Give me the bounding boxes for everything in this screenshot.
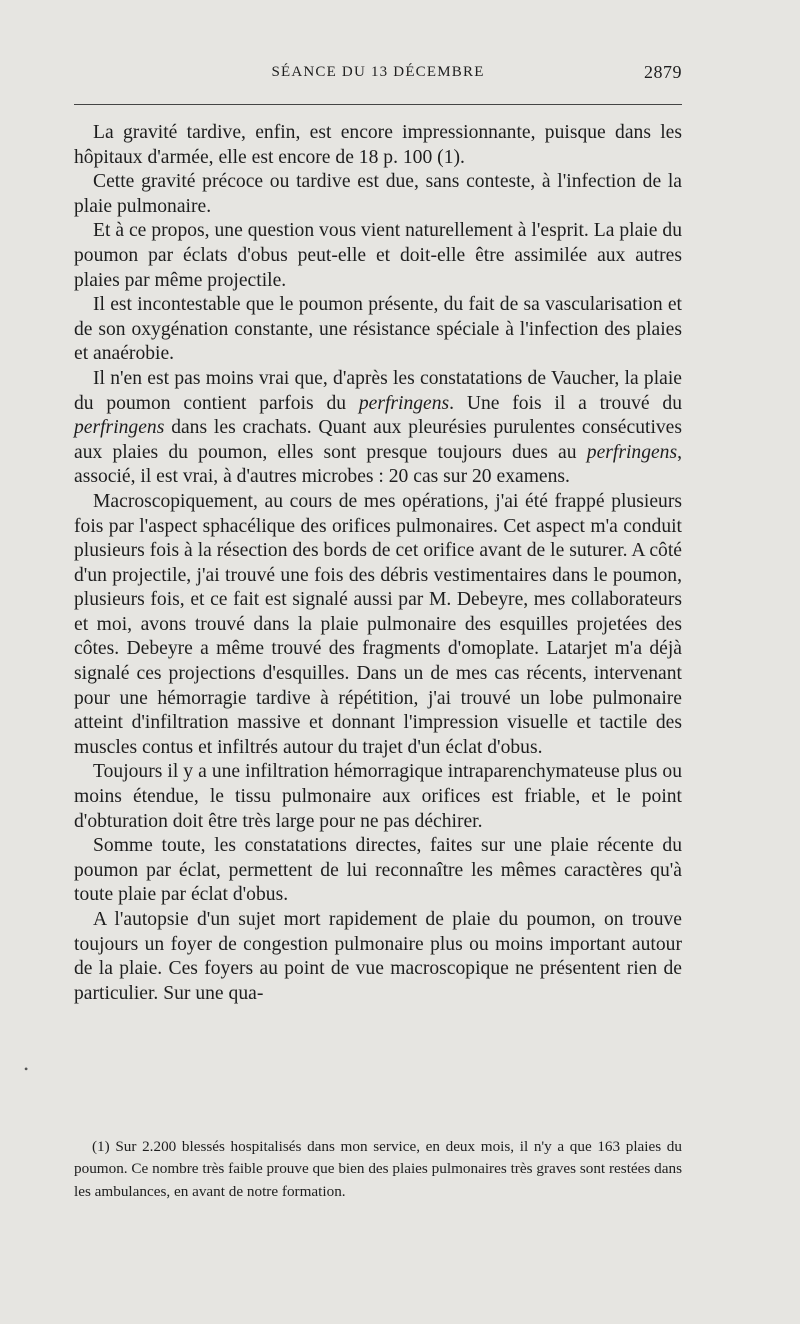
- page-header: [74, 62, 682, 90]
- p5-text-a: Il n'en est pas moins vrai que, d'après les constatations de Vaucher, la plaie du poumon contient parfois du: [74, 367, 682, 414]
- p5-text-e: dans les crachats. Quant aux pleurésies purulentes consécutives aux plaies du poumon, elles sont presque toujours dues au: [74, 417, 683, 463]
- p5-text-c: . Une fois il a trouvé du: [449, 392, 682, 414]
- main-text: [74, 121, 682, 1006]
- p5-italic-perfringens-1: perfringens: [358, 392, 450, 414]
- paragraph-7: Toujours il y a une infiltration hémorragique intraparenchymateuse plus ou moins étendue, le tissu pulmonaire aux orifices est friable, et le point d'obturation doit être très large pour ne pas déchirer.: [74, 761, 682, 832]
- paragraph-4: Il est incontestable que le poumon présente, du fait de sa vascularisation et de son oxygénation constante, une résistance spéciale à l'infection des plaies et anaérobie.: [74, 294, 682, 365]
- paragraph-6: Macroscopiquement, au cours de mes opérations, j'ai été frappé plusieurs fois par l'aspect sphacélique des orifices pulmonaires. Cet aspect m'a conduit plusieurs fois à la résection des bords de cet orifice avant de le suturer. A côté d'un projectile, j'ai trouvé une fois des débris vestimentaires dans le poumon, plusieurs fois, et ce fait est signalé aussi par M. Debeyre, mes collaborateurs et moi, avons trouvé dans la plaie pulmonaire des esquilles projetées des côtes. Debeyre a même trouvé des fragments d'omoplate. Latarjet m'a déjà signalé ces projections d'esquilles. Dans un de mes cas récents, intervenant pour une hémorragie tardive à répétition, j'ai trouvé un lobe pulmonaire atteint d'infiltration massive et donnant l'impression visuelle et tactile des muscles contus et infiltrés autour du trajet d'un éclat d'obus.: [74, 490, 682, 758]
- paragraph-2: Cette gravité précoce ou tardive est due, sans conteste, à l'infection de la plaie pulmonaire.: [74, 171, 682, 217]
- paragraph-3: Et à ce propos, une question vous vient naturellement à l'esprit. La plaie du poumon par éclats d'obus peut-elle et doit-elle être assimilée aux autres plaies par même projectile.: [74, 220, 682, 291]
- margin-dot: •: [24, 1062, 29, 1076]
- p5-italic-perfringens-2: perfringens: [74, 417, 165, 439]
- paragraph-1: La gravité tardive, enfin, est encore impressionnante, puisque dans les hôpitaux d'armée, elle est encore de 18 p. 100 (1).: [74, 122, 682, 168]
- header-rule: [74, 104, 682, 105]
- p5-text-g: , associé, il est vrai, à d'autres microbes : 20 cas sur 20 examens.: [74, 441, 683, 488]
- running-head: SÉANCE DU 13 DÉCEMBRE: [271, 64, 485, 80]
- page-number: 2879: [644, 62, 682, 82]
- paragraph-9: A l'autopsie d'un sujet mort rapidement de plaie du poumon, on trouve toujours un foyer de congestion pulmonaire plus ou moins important autour de la plaie. Ces foyers au point de vue macroscopique ne présentent rien de particulier. Sur une qua-: [74, 909, 682, 1004]
- paragraph-8: Somme toute, les constatations directes, faites sur une plaie récente du poumon par éclat, permettent de lui reconnaître les mêmes caractères qu'à toute plaie par éclat d'obus.: [74, 835, 682, 906]
- paragraph-5: [74, 367, 682, 490]
- p5-italic-perfringens-3: perfringens: [586, 441, 678, 463]
- footnote: (1) Sur 2.200 blessés hospitalisés dans mon service, en deux mois, il n'y a que 163 plaies du poumon. Ce nombre très faible prouve que bien des plaies pulmonaires très graves sont restées dans les ambulances, en avant de notre formation.: [74, 1138, 682, 1200]
